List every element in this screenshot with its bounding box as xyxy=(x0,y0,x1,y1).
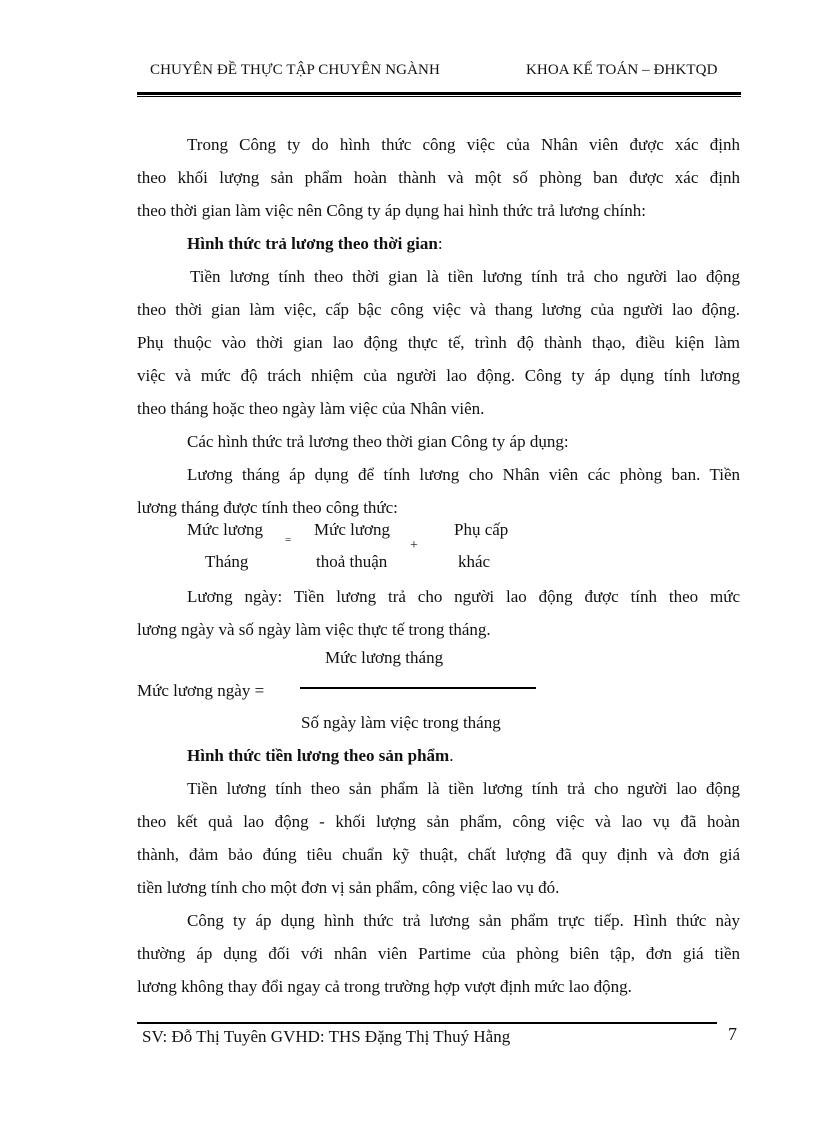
daily-line: Lương ngày: Tiền lương trả cho người lao động được tính theo mức xyxy=(187,587,740,606)
header-rule-thin xyxy=(137,96,741,97)
header-right: KHOA KẾ TOÁN – ĐHKTQD xyxy=(526,62,718,78)
product-line: theo kết quả lao động - khối lượng sản phẩm, công việc và lao vụ đã hoàn xyxy=(137,812,740,831)
product-line: thành, đảm bảo đúng tiêu chuẩn kỹ thuật, chất lượng đã quy định và đơn giá xyxy=(137,845,740,864)
formula2-lhs: Mức lương ngày = xyxy=(137,681,265,700)
formula-equals: = xyxy=(285,534,292,546)
daily-paragraph xyxy=(137,580,740,646)
time-heading xyxy=(137,227,740,260)
fraction-bar xyxy=(300,687,536,689)
formula-plus: + xyxy=(410,538,418,553)
direct-line: lương không thay đổi ngay cả trong trường hợp vượt định mức lao động. xyxy=(137,977,632,996)
footer-text: SV: Đỗ Thị Tuyên GVHD: THS Đặng Thị Thuý Hằng xyxy=(142,1027,511,1046)
daily-line: lương ngày và số ngày làm việc thực tế trong tháng. xyxy=(137,620,491,639)
direct-line: Công ty áp dụng hình thức trả lương sản phẩm trực tiếp. Hình thức này xyxy=(187,911,740,930)
header-left: CHUYÊN ĐỀ THỰC TẬP CHUYÊN NGÀNH xyxy=(150,62,440,78)
formula-term-b-top: Mức lương xyxy=(314,520,391,539)
time-paragraph xyxy=(137,260,740,425)
formula-term-a-top: Mức lương xyxy=(187,520,264,539)
formula-term-a-bottom: Tháng xyxy=(205,552,249,571)
formula-term-b-bottom: thoả thuận xyxy=(316,552,388,571)
intro-line: theo thời gian làm việc nên Công ty áp dụng hai hình thức trả lương chính: xyxy=(137,201,647,220)
page-number: 7 xyxy=(728,1024,737,1044)
time-heading-punct: : xyxy=(437,234,443,253)
time-line: Tiền lương tính theo thời gian là tiền lương tính trả cho người lao động xyxy=(190,267,740,286)
intro-paragraph xyxy=(137,128,740,227)
product-heading-punct: . xyxy=(449,746,454,765)
header-rule xyxy=(137,92,741,95)
time-line: Phụ thuộc vào thời gian lao động thực tế, trình độ thành thạo, điều kiện làm xyxy=(137,333,740,352)
monthly-line: lương tháng được tính theo công thức: xyxy=(137,498,398,517)
time-heading-text: Hình thức trả lương theo thời gian xyxy=(187,234,438,253)
product-section xyxy=(137,739,740,1003)
formula-term-c-bottom: khác xyxy=(458,552,491,571)
intro-line: Trong Công ty do hình thức công việc của Nhân viên được xác định xyxy=(187,135,740,154)
product-line: tiền lương tính cho một đơn vị sản phẩm, công việc lao vụ đó. xyxy=(137,878,560,897)
formula2-denominator: Số ngày làm việc trong tháng xyxy=(301,713,501,732)
forms-intro: Các hình thức trả lương theo thời gian Công ty áp dụng: xyxy=(187,432,569,451)
product-heading xyxy=(137,739,740,772)
formula-term-c-top: Phụ cấp xyxy=(454,520,509,539)
time-line: việc và mức độ trách nhiệm của người lao động. Công ty áp dụng tính lương xyxy=(137,366,740,385)
footer-rule xyxy=(137,1022,717,1024)
product-line: Tiền lương tính theo sản phẩm là tiền lương tính trả cho người lao động xyxy=(187,779,740,798)
time-line: theo tháng hoặc theo ngày làm việc của Nhân viên. xyxy=(137,399,485,418)
direct-line: thường áp dụng đối với nhân viên Partime của phòng biên tập, đơn giá tiền xyxy=(137,944,740,963)
time-line: theo thời gian làm việc, cấp bậc công việc và thang lương của người lao động. xyxy=(137,300,740,319)
intro-line: theo khối lượng sản phẩm hoàn thành và một số phòng ban được xác định xyxy=(137,168,740,187)
formula2-numerator: Mức lương tháng xyxy=(325,648,444,667)
product-heading-text: Hình thức tiền lương theo sản phẩm xyxy=(187,746,450,765)
monthly-paragraph xyxy=(137,458,740,524)
monthly-line: Lương tháng áp dụng để tính lương cho Nhân viên các phòng ban. Tiền xyxy=(187,465,740,484)
page-body xyxy=(137,128,740,524)
